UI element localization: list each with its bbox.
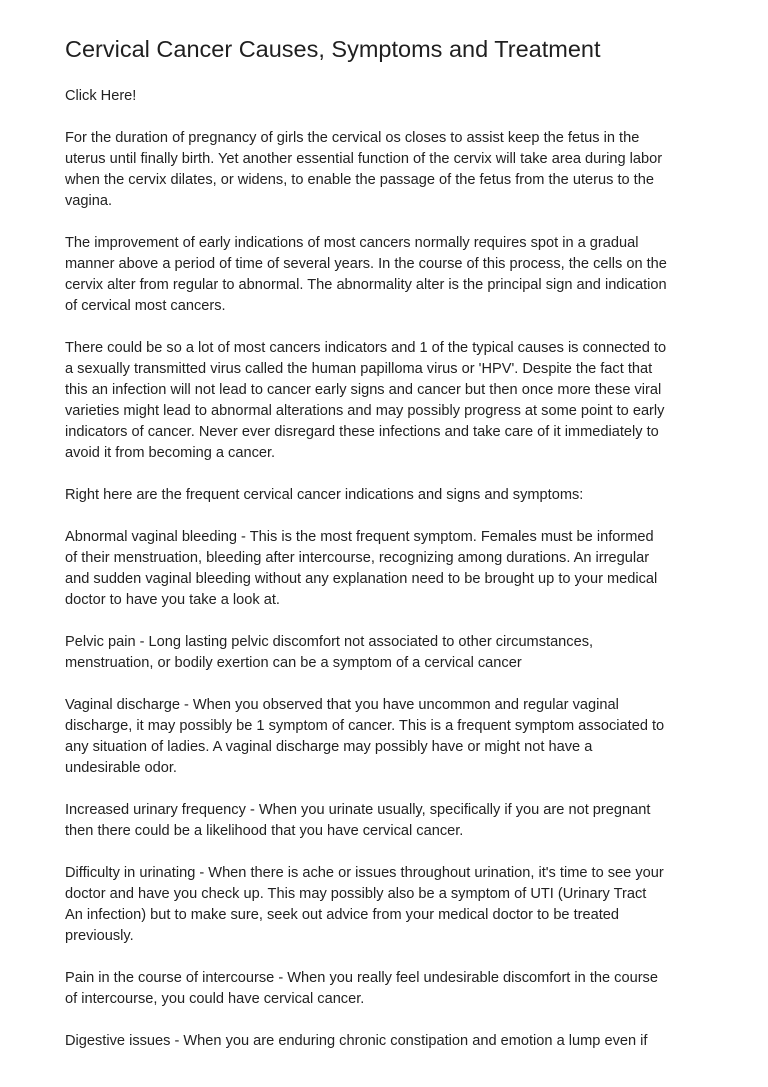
text-line: a sexually transmitted virus called the human papilloma virus or 'HPV'. Despite the fact that — [65, 361, 653, 377]
text-line: this an infection will not lead to cancer early signs and cancer but then once more these viral — [65, 382, 662, 398]
paragraph — [65, 128, 715, 212]
text-line: cervix alter from regular to abnormal. The abnormality alter is the principal sign and indication — [65, 277, 667, 293]
text-line: of their menstruation, bleeding after intercourse, recognizing among durations. An irregular — [65, 550, 650, 566]
paragraph — [65, 527, 715, 611]
paragraph — [65, 233, 715, 317]
text-line: manner above a period of time of several years. In the course of this process, the cells on the — [65, 256, 667, 272]
text-line: An infection) but to make sure, seek out advice from your medical doctor to be treated — [65, 907, 620, 923]
text-line: Pelvic pain - Long lasting pelvic discomfort not associated to other circumstances, — [65, 634, 594, 650]
text-line: Increased urinary frequency - When you urinate usually, specifically if you are not pregnant — [65, 802, 651, 818]
text-line: discharge, it may possibly be 1 symptom of cancer. This is a frequent symptom associated to — [65, 718, 665, 734]
text-line: uterus until finally birth. Yet another essential function of the cervix will take area during labor — [65, 151, 663, 167]
text-line: of cervical most cancers. — [65, 298, 226, 314]
text-line: For the duration of pregnancy of girls the cervical os closes to assist keep the fetus in the — [65, 130, 640, 146]
paragraph — [65, 485, 715, 506]
text-line: Right here are the frequent cervical cancer indications and signs and symptoms: — [65, 487, 584, 503]
text-line: of intercourse, you could have cervical cancer. — [65, 991, 365, 1007]
text-line: doctor to have you take a look at. — [65, 592, 280, 608]
text-line: menstruation, or bodily exertion can be a symptom of a cervical cancer — [65, 655, 522, 671]
paragraph — [65, 863, 715, 947]
text-line: and sudden vaginal bleeding without any explanation need to be brought up to your medical — [65, 571, 658, 587]
paragraph — [65, 800, 715, 842]
paragraph — [65, 968, 715, 1010]
text-line: then there could be a likelihood that you have cervical cancer. — [65, 823, 464, 839]
text-line: any situation of ladies. A vaginal discharge may possibly have or might not have a — [65, 739, 593, 755]
paragraph — [65, 632, 715, 674]
text-line: when the cervix dilates, or widens, to enable the passage of the fetus from the uterus to the — [65, 172, 654, 188]
text-line: doctor and have you check up. This may possibly also be a symptom of UTI (Urinary Tract — [65, 886, 647, 902]
paragraph — [65, 1031, 715, 1052]
text-line: varieties might lead to abnormal alterations and may possibly progress at some point to early — [65, 403, 665, 419]
text-line: There could be so a lot of most cancers indicators and 1 of the typical causes is connected to — [65, 340, 667, 356]
paragraph — [65, 695, 715, 779]
page-title: Cervical Cancer Causes, Symptoms and Treatment — [65, 36, 601, 62]
text-line: undesirable odor. — [65, 760, 177, 776]
click-here-paragraph — [65, 86, 715, 107]
body-text — [65, 128, 715, 1052]
text-line: Digestive issues - When you are enduring chronic constipation and emotion a lump even if — [65, 1033, 648, 1049]
text-line: Difficulty in urinating - When there is ache or issues throughout urination, it's time to see your — [65, 865, 664, 881]
text-line: The improvement of early indications of most cancers normally requires spot in a gradual — [65, 235, 639, 251]
text-line: previously. — [65, 928, 134, 944]
paragraph — [65, 338, 715, 464]
document-page — [65, 34, 715, 1073]
text-line: indicators of cancer. Never ever disregard these infections and take care of it immediately to — [65, 424, 659, 440]
text-line: avoid it from becoming a cancer. — [65, 445, 276, 461]
text-line: Vaginal discharge - When you observed that you have uncommon and regular vaginal — [65, 697, 619, 713]
text-line: Abnormal vaginal bleeding - This is the most frequent symptom. Females must be informed — [65, 529, 654, 545]
click-here-link[interactable]: Click Here! — [65, 88, 137, 104]
text-line: Pain in the course of intercourse - When you really feel undesirable discomfort in the course — [65, 970, 658, 986]
text-line: vagina. — [65, 193, 113, 209]
